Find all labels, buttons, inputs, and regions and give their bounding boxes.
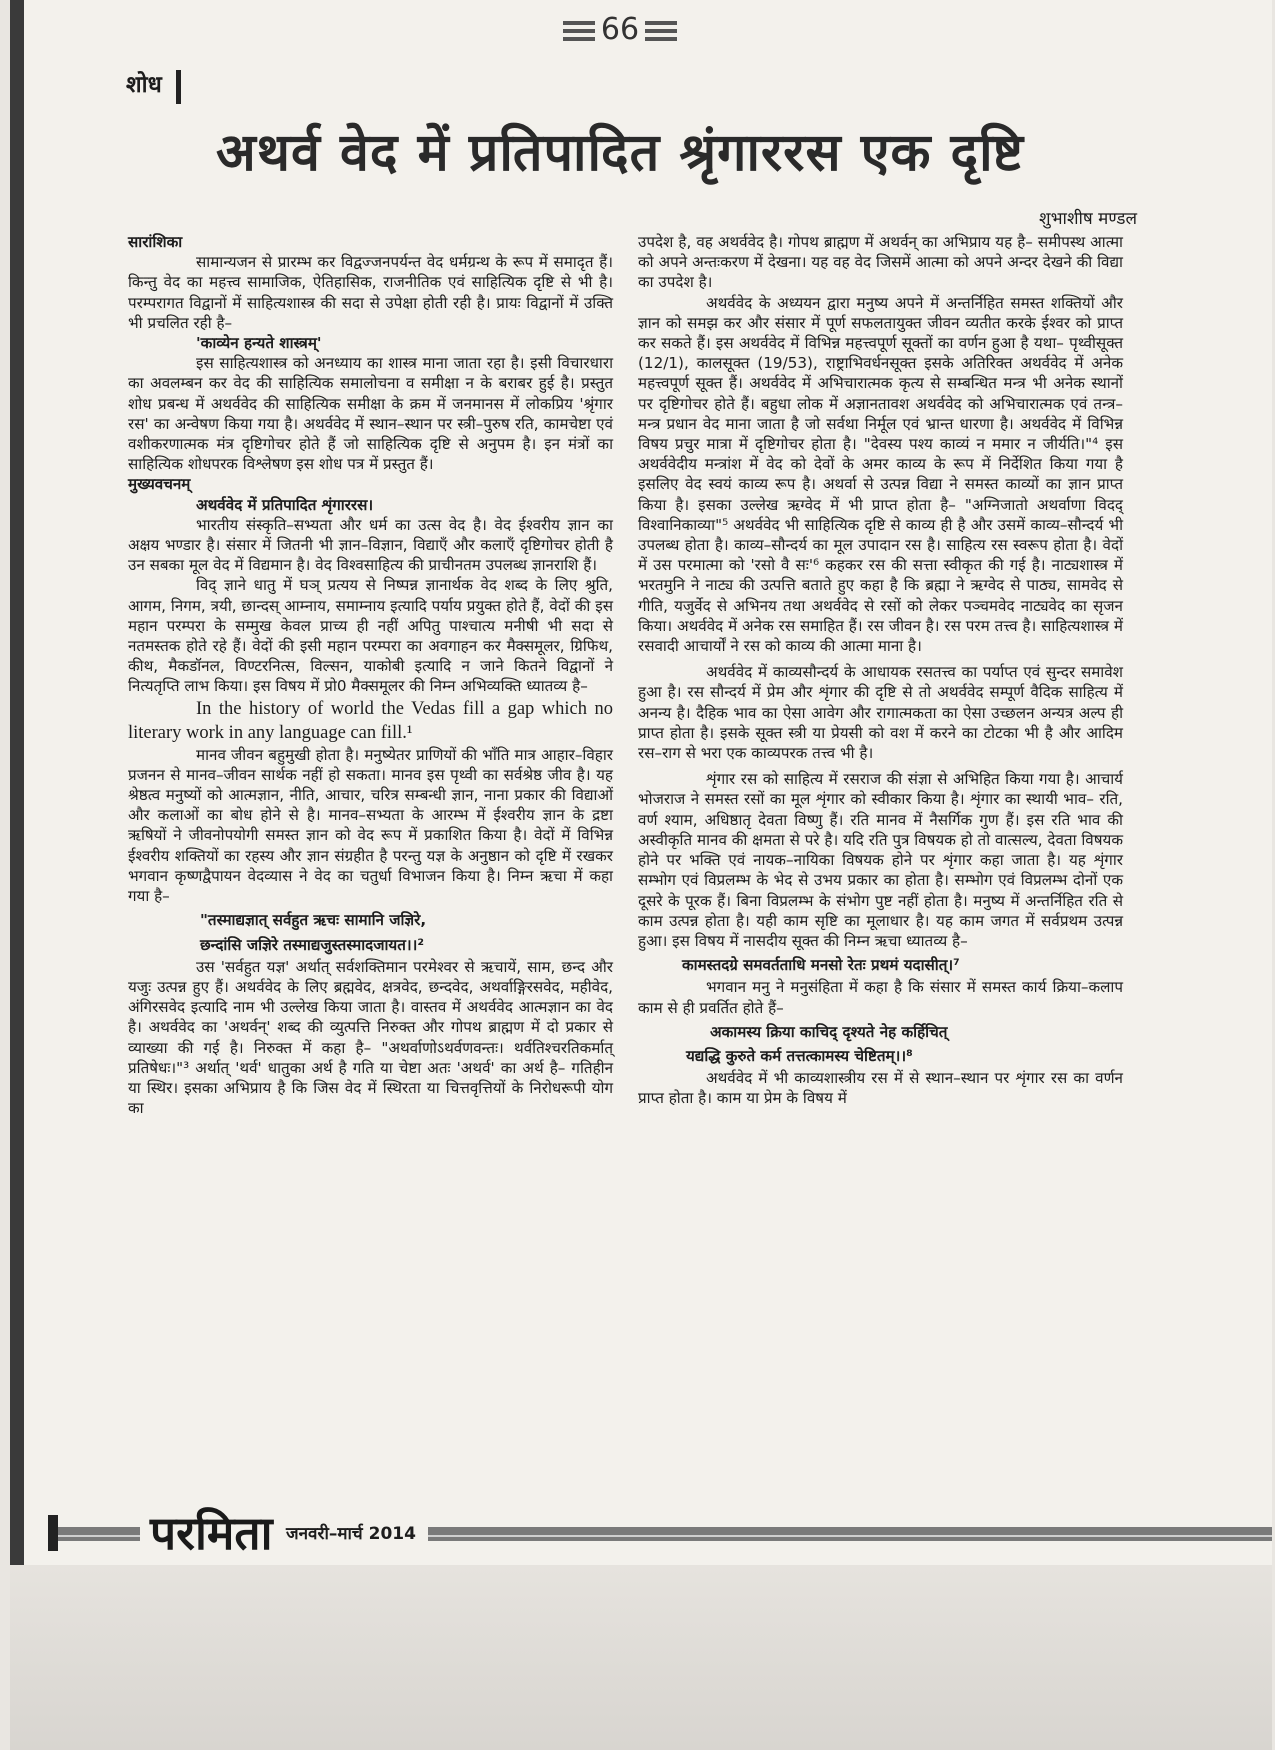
sub-heading: अथर्ववेद में प्रतिपादित शृंगाररस। xyxy=(196,495,374,514)
body-paragraph: अथर्ववेद के अध्ययन द्वारा मनुष्य अपने में अन्तर्निहित समस्त शक्तियों और ज्ञान को समझ कर और संसार में पूर्ण सफलतायुक्त जीवन व्यतीत करके ईश्वर को प्राप्त कर सकते हैं। इस अथर्ववेद में विभिन्न महत्त्वपूर्ण सूक्तों का वर्णन हुआ है यथा– पृथ्वीसूक्त (12/1), कालसूक्त (19/53), राष्ट्राभिवर्धनसूक्त इसके अतिरिक्त अथर्ववेद में अनेक महत्त्वपूर्ण सूक्त हैं। अथर्ववेद में अभिचारात्मक कृत्य से सम्बन्धित मन्त्र भी अनेक स्थानों पर दृष्टिगोचर होते हैं। बहुधा लोक में अज्ञानतावश अथर्ववेद को अभिचारात्मक एवं तन्त्र–मन्त्र प्रधान वेद माना जाता है जो सर्वथा निर्मूल एवं भ्रान्त धारणा है। अथर्ववेद में विभिन्न विषय प्रचुर मात्रा में दृष्टिगोचर होता है। "देवस्य पश्य काव्यं न ममार न जीर्यति।"⁴ इस अथर्ववेदीय मन्त्रांश में वेद को देवों के अमर काव्य के रूप में निर्देशित किया गया है इसलिए वेद स्वयं काव्य रूप है। अथर्वा से उत्पन्न विद्या ने समस्त काव्यों का ज्ञान प्राप्त किया है। इसका उल्लेख ऋग्वेद में भी प्राप्त होता है– "अग्निजातो अथर्वाणा विदद् विश्वानिकाव्या"⁵ अथर्ववेद भी साहित्यिक दृष्टि से काव्य ही है और उसमें काव्य–सौन्दर्य भी उपलब्ध होता है। काव्य–सौन्दर्य का मूल उपादान रस है। साहित्य रस स्वरूप होता है। वेदों में उस परमात्मा को 'रसो वै सः'⁶ कहकर रस की सत्ता स्वीकृत की गई है। नाट्यशास्त्र में भरतमुनि ने नाट्य की उत्पत्ति बताते हुए कहा है कि ब्रह्मा ने ऋग्वेद से पाठ्य, सामवेद से गीति, यजुर्वेद से अभिनय तथा अथर्ववेद से रसों को लेकर पञ्चमवेद नाट्यवेद का सृजन किया। अथर्ववेद में अनेक रस समाहित हैं। रस जीवन है। रस परम तत्त्व है। साहित्यशास्त्र में रसवादी आचार्यों ने रस को काव्य की आत्मा माना है। xyxy=(638,293,1123,656)
body-paragraph: विद् ज्ञाने धातु में घञ् प्रत्यय से निष्पन्न ज्ञानार्थक वेद शब्द के लिए श्रुति, आगम, निगम, त्रयी, छान्दस् आम्नाय, समाम्नाय इत्यादि पर्याय प्रयुक्त होते हैं, वेदों की इस महान परम्परा के सम्मुख केवल प्राच्य ही नहीं अपितु पाश्चात्य मनीषी भी सदा से नतमस्तक होते रहे हैं। वेदों की इसी महान परम्परा का अवगाहन कर मैक्समूलर, ग्रिफिथ, कीथ, मैकडॉनल, विण्टरनित्स, विल्सन, याकोबी इत्यादि न जाने कितने विद्वानों ने नित्यतृप्ति लाभ किया। इस विषय में प्रो0 मैक्समूलर की निम्न अभिव्यक्ति ध्यातव्य है– xyxy=(128,576,613,696)
verse-line: यद्यद्धि कुरुते कर्म तत्तत्कामस्य चेष्टितम्।।⁸ xyxy=(686,1046,913,1065)
right-column xyxy=(638,232,1123,1109)
verse-line: अकामस्य क्रिया काचिद् दृश्यते नेह कर्हिचित् xyxy=(710,1022,948,1041)
journal-logo: परमिता xyxy=(140,1505,283,1561)
body-paragraph: अथर्ववेद में काव्यसौन्दर्य के आधायक रसतत्त्व का पर्याप्त एवं सुन्दर समावेश हुआ है। रस सौन्दर्य में प्रेम और शृंगार की दृष्टि से तो अथर्ववेद सम्पूर्ण वैदिक साहित्य में अनन्य है। दैहिक भाव का ऐसा आवेग और रागात्मकता का ऐसा उच्छलन अन्यत्र अल्प ही प्राप्त होता है। इसके सूक्त स्त्री या प्रेयसी को वश में करने का टोटका भी है और आदिम रस–राग से भरा एक काव्यपरक तत्त्व भी है। xyxy=(638,663,1123,763)
verse-line: छन्दांसि जज्ञिरे तस्माद्यजुस्तस्मादजायत।।² xyxy=(200,935,425,954)
body-paragraph: मानव जीवन बहुमुखी होता है। मनुष्येतर प्राणियों की भाँति मात्र आहार–विहार प्रजनन से मानव–जीवन सार्थक नहीं हो सकता। मानव इस पृथ्वी का सर्वश्रेष्ठ जीव है। यह श्रेष्ठत्व मनुष्यों को आत्मज्ञान, नीति, आचार, चरित्र सम्बन्धी ज्ञान, नाना प्रकार की विद्याओं और कलाओं का बोध होने से है। मानव–सभ्यता के आरम्भ में ईश्वरीय ज्ञान के द्रष्टा ऋषियों ने जीवनोपयोगी समस्त ज्ञान को वेद रूप में प्रकाशित किया है। वेदों में विभिन्न ईश्वरीय शक्तियों का रहस्य और ज्ञान संग्रहीत है परन्तु यज्ञ के अनुष्ठान को दृष्टि में रखकर भगवान कृष्णद्वैपायन वेदव्यास ने वेद का चतुर्धा विभाजन किया है। निम्न ऋचा में कहा गया है– xyxy=(128,745,613,906)
page-bottom-margin xyxy=(10,1565,1272,1750)
english-quote: In the history of world the Vedas fill a gap which no literary work in any language can fill.¹ xyxy=(128,698,613,743)
page-binding-shadow xyxy=(10,0,24,1750)
body-paragraph: उस 'सर्वहुत यज्ञ' अर्थात् सर्वशक्तिमान परमेश्वर से ऋचायें, साम, छन्द और यजुः उत्पन्न हुए हैं। अथर्ववेद के लिए ब्रह्मवेद, क्षत्रवेद, छन्दवेद, अथर्वाङ्गिरसवेद, महीवेद, अंगिरसवेद इत्यादि नाम भी उल्लेख किया जाता है। वास्तव में अथर्ववेद आत्मज्ञान का वेद है। अथर्ववेद का 'अथर्वन्' शब्द की व्युत्पत्ति निरुक्त और गोपथ ब्राह्मण में दो प्रकार से व्याख्या की गई है। निरुक्त में कहा है– "अथर्वाणोऽथर्वणवन्तः। थर्वतिश्चरतिकर्मात् प्रतिषेधः।"³ अर्थात् 'थर्व' धातुका अर्थ है गति या चेष्टा अतः 'अथर्व' का अर्थ है– गतिहीन या स्थिर। इसका अभिप्राय है कि जिस वेद में स्थिरता या चित्तवृत्तियों के निरोधरूपी योग का xyxy=(128,957,613,1118)
abstract-paragraph: सामान्यजन से प्रारम्भ कर विद्वज्जनपर्यन्त वेद धर्मग्रन्थ के रूप में समादृत हैं। किन्तु वेद का महत्त्व सामाजिक, ऐतिहासिक, राजनीतिक एवं साहित्यिक दृष्टि से भी है। परम्परागत विद्वानों में साहित्यशास्त्र की सदा से उपेक्षा होती रही है। प्रायः विद्वानों में उक्ति भी प्रचलित रही है– xyxy=(128,253,613,332)
abstract-paragraph: इस साहित्यशास्त्र को अनध्याय का शास्त्र माना जाता रहा है। इसी विचारधारा का अवलम्बन कर वेद की साहित्यिक समालोचना व समीक्षा न के बराबर हुई है। प्रस्तुत शोध प्रबन्ध में अथर्ववेद की साहित्यिक समीक्षा के क्रम में जनमानस में लोकप्रिय 'श्रृंगार रस' का अन्वेषण किया गया है। अथर्ववेद में स्थान–स्थान पर स्त्री–पुरुष रति, कामचेष्टा एवं वशीकरणात्मक मंत्र दृष्टिगोचर होते हैं जो साहित्यिक दृष्टि से अनुपम है। इन मंत्रों का साहित्यिक शोधपरक विश्लेषण इस शोध पत्र में प्रस्तुत हैं। xyxy=(128,354,613,474)
page-footer xyxy=(10,1505,1272,1565)
page-number-text: 66 xyxy=(600,12,640,47)
footer-mark xyxy=(48,1515,58,1551)
body-paragraph: उपदेश है, वह अथर्ववेद है। गोपथ ब्राह्मण में अथर्वन् का अभिप्राय यह है– समीपस्थ आत्मा को अपने अन्तःकरण में देखना। यह वह वेद जिसमें आत्मा को अपने अन्दर देखने की विद्या का उपदेश है। xyxy=(638,233,1123,292)
body-paragraph: भगवान मनु ने मनुसंहिता में कहा है कि संसार में समस्त कार्य क्रिया–कलाप काम से ही प्रवर्तित होते हैं– xyxy=(638,978,1123,1017)
abstract-heading: सारांशिका xyxy=(128,233,183,251)
author-name: शुभाशीष मण्डल xyxy=(1039,209,1137,229)
body-paragraph: शृंगार रस को साहित्य में रसराज की संज्ञा से अभिहित किया गया है। आचार्य भोजराज ने समस्त रसों का मूल शृंगार को स्वीकार किया है। शृंगार का स्थायी भाव– रति, वर्ण श्याम, अधिष्ठातृ देवता विष्णु हैं। रति मानव में नैसर्गिक गुण हैं। इस रति भाव की अस्वीकृति मानव की क्षमता से परे है। यदि रति पुत्र विषयक हो तो वात्सल्य, देवता विषयक होने पर भक्ति एवं नायक–नायिका विषयक होने पर शृंगार कहा जाता है। यह शृंगार सम्भोग एवं विप्रलम्भ के भेद से उभय प्रकार का होता है। सम्भोग एवं विप्रलम्भ दोनों एक दूसरे के पूरक हैं। बिना विप्रलम्भ के संभोग पुष्ट नहीं होता है। मनुष्य में अन्तर्निहित रति से काम उत्पन्न होता है। यही काम सृष्टि का मूलाधार है। यह काम जगत में सर्वप्रथम उत्पन्न हुआ। इस विषय में नासदीय सूक्त की निम्न ऋचा ध्यातव्य है– xyxy=(638,770,1123,950)
page-number-ornament-right xyxy=(645,29,677,33)
verse-line: "तस्माद्यज्ञात् सर्वहुत ऋचः सामानि जज्ञिरे, xyxy=(200,911,427,930)
verse-line: कामस्तदग्रे समवर्तताधि मनसो रेतः प्रथमं यदासीत्।⁷ xyxy=(682,956,960,975)
left-column xyxy=(128,232,613,1118)
main-heading: मुख्यवचनम् xyxy=(128,475,191,494)
page-number xyxy=(550,12,690,47)
article-title: अथर्व वेद में प्रतिपादित श्रृंगाररस एक दृष्टि xyxy=(216,123,1024,183)
journal-page xyxy=(10,0,1272,1750)
issue-date: जनवरी–मार्च 2014 xyxy=(280,1521,428,1547)
body-paragraph: अथर्ववेद में भी काव्यशास्त्रीय रस में से स्थान–स्थान पर शृंगार रस का वर्णन प्राप्त होता है। काम या प्रेम के विषय में xyxy=(638,1069,1123,1108)
section-label: शोध xyxy=(126,70,181,104)
body-paragraph: भारतीय संस्कृति–सभ्यता और धर्म का उत्स वेद है। वेद ईश्वरीय ज्ञान का अक्षय भण्डार है। संसार में जितनी भी ज्ञान–विज्ञान, विद्याएँ और कलाएँ दृष्टिगोचर होती है उन सबका मूल वेद में विद्यमान है। वेद विश्वसाहित्य की प्राचीनतम उपलब्ध ज्ञानराशि हैं। xyxy=(128,515,613,575)
quote-line: 'काव्येन हन्यते शास्त्रम्' xyxy=(196,334,322,353)
page-number-ornament-left xyxy=(563,29,595,33)
